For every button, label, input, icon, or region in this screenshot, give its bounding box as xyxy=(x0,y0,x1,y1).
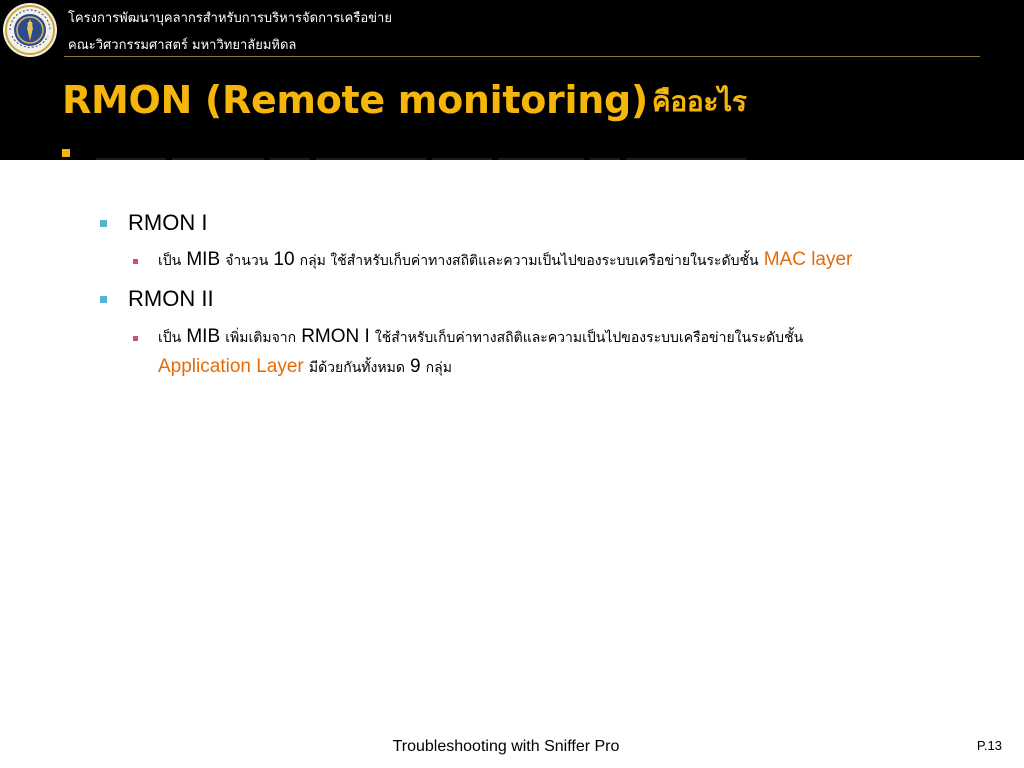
list-subitem-rmon-2-line-2 xyxy=(158,356,452,379)
bullet-level-2 xyxy=(133,259,138,264)
text-segment: MIB xyxy=(186,326,221,347)
list-item-rmon-1: RMON I xyxy=(128,210,208,235)
organization-faculty-name: คณะวิศวกรรมศาสตร์ มหาวิทยาลัยมหิดล xyxy=(68,38,297,53)
text-segment: มีด้วยกันทั้งหมด xyxy=(308,360,405,376)
bullet-level-1 xyxy=(100,296,107,303)
list-item-rmon-2: RMON II xyxy=(128,286,214,311)
text-segment: กลุ่ม xyxy=(425,360,452,376)
header-divider xyxy=(64,56,980,57)
slide-title xyxy=(62,78,747,124)
text-segment: กลุ่ม ใช้สำหรับเก็บค่าทางสถิติและความเป็นไปของระบบเครือข่ายในระดับชั้น xyxy=(299,253,759,269)
mahidol-university-seal-icon xyxy=(2,2,58,58)
slide-title-thai: คืออะไร xyxy=(651,85,747,118)
organization-program-name: โครงการพัฒนาบุคลากรสำหรับการบริหารจัดการเครือข่าย xyxy=(68,11,392,26)
highlight-mac-layer: MAC layer xyxy=(763,249,853,270)
text-segment: MIB xyxy=(186,249,221,270)
clipped-text-strip xyxy=(96,148,776,160)
footer-title: Troubleshooting with Sniffer Pro xyxy=(392,738,620,755)
bullet-level-1 xyxy=(100,220,107,227)
text-segment: เพิ่มเติมจาก xyxy=(225,330,297,346)
bullet-level-2 xyxy=(133,336,138,341)
text-segment: เป็น xyxy=(158,330,182,346)
slide-title-english: RMON (Remote monitoring) xyxy=(62,78,648,122)
list-subitem-rmon-2-line-1 xyxy=(158,326,803,349)
text-segment: RMON I xyxy=(301,326,370,347)
text-segment: เป็น xyxy=(158,253,182,269)
list-subitem-rmon-1 xyxy=(158,249,852,272)
highlight-application-layer: Application Layer xyxy=(158,356,304,377)
clipped-bullet xyxy=(62,149,70,157)
text-segment: ใช้สำหรับเก็บค่าทางสถิติและความเป็นไปของระบบเครือข่ายในระดับชั้น xyxy=(374,330,804,346)
text-segment: 10 xyxy=(273,249,295,270)
text-segment: 9 xyxy=(410,356,421,377)
page-number: P.13 xyxy=(976,738,1002,753)
text-segment: จำนวน xyxy=(225,253,269,269)
